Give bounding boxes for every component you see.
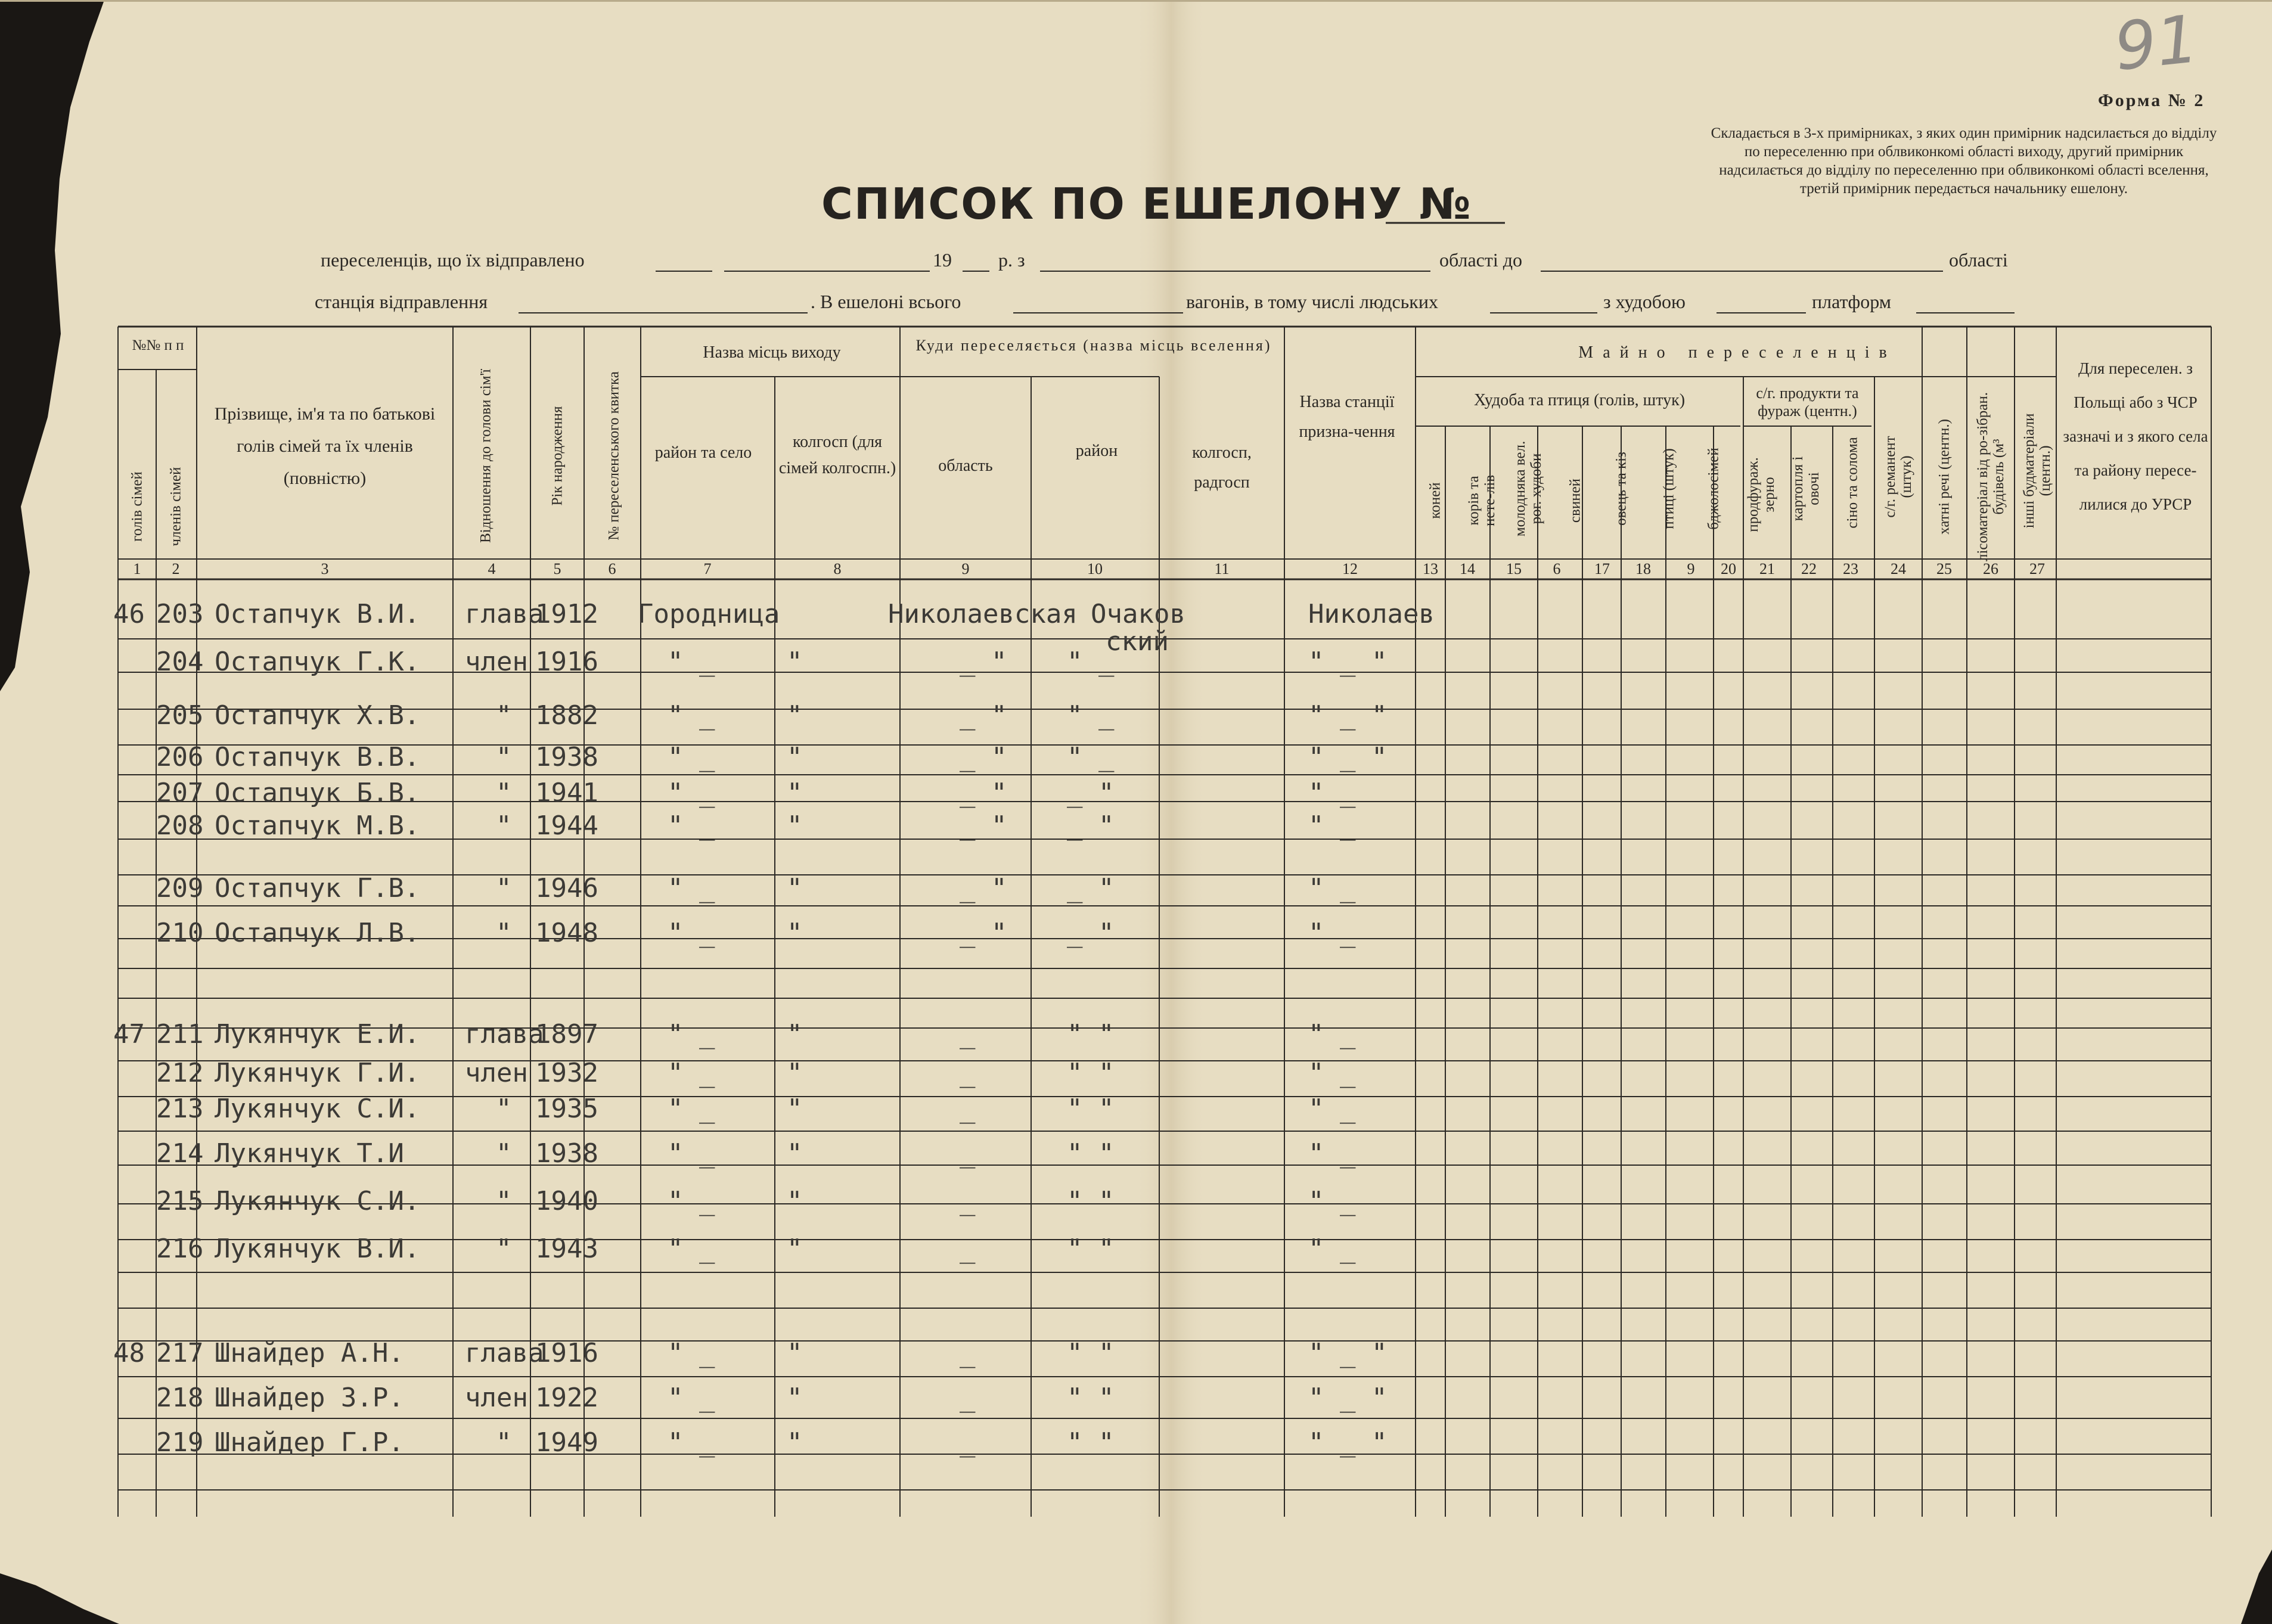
cell-station: " _ bbox=[1308, 1234, 1356, 1264]
cell-relation: глава bbox=[465, 1338, 544, 1368]
cell-member-number: 219 bbox=[156, 1427, 204, 1458]
cell-dest-oblast: _ " bbox=[960, 778, 1007, 808]
cell-name: Остапчук Х.В. bbox=[215, 700, 420, 731]
cell-relation: глава bbox=[465, 599, 544, 629]
header-nn: №№ п п bbox=[132, 337, 184, 353]
cell-origin-district: " _ bbox=[668, 873, 715, 903]
cell-relation: " bbox=[496, 918, 512, 948]
cell-dest-district: " _ bbox=[1067, 647, 1115, 677]
cell-birth-year: 1922 bbox=[535, 1383, 598, 1413]
cell-origin-district: " _ bbox=[668, 1019, 715, 1049]
cell-member-number: 214 bbox=[156, 1138, 204, 1169]
header-name: Прізвище, ім'я та по батькові голів сімей та їх членів (повністю) bbox=[214, 404, 436, 488]
cell-origin-kolhosp: " bbox=[787, 778, 803, 808]
cell-origin-district: " _ bbox=[668, 700, 715, 731]
header-station: Назва станції призна-чення bbox=[1299, 393, 1395, 441]
cell-dest-district: " " bbox=[1067, 1383, 1115, 1413]
cell-name: Лукянчук Т.И bbox=[215, 1138, 404, 1169]
cell-origin-kolhosp: " bbox=[787, 1234, 803, 1264]
cell-birth-year: 1932 bbox=[535, 1058, 598, 1088]
subtitle-line1-d: області до bbox=[1439, 249, 1523, 271]
cell-dest-oblast: _ " bbox=[960, 811, 1007, 841]
cell-dest-district: " " bbox=[1067, 1427, 1115, 1458]
subtitle-line2-e: платформ bbox=[1812, 291, 1891, 312]
cell-relation: член bbox=[465, 647, 528, 677]
cell-station: " _ " bbox=[1308, 700, 1388, 731]
cell-dest-district: " " bbox=[1067, 1058, 1115, 1088]
cell-origin-district: " _ bbox=[668, 1058, 715, 1088]
cell-head-number: 46 bbox=[113, 599, 145, 629]
cell-station: " _ " bbox=[1308, 1427, 1388, 1458]
cell-member-number: 217 bbox=[156, 1338, 204, 1368]
column-number: 2 bbox=[172, 560, 180, 577]
archive-page-number: 91 bbox=[2110, 1, 2202, 85]
cell-origin-kolhosp: " bbox=[787, 647, 803, 677]
cell-dest-district: " " bbox=[1067, 1019, 1115, 1049]
cell-dest-oblast: _ bbox=[960, 1094, 976, 1124]
cell-member-number: 205 bbox=[156, 700, 204, 731]
cell-dest-district: _ " bbox=[1067, 778, 1115, 808]
cell-member-number: 206 bbox=[156, 742, 204, 772]
cell-station: " _ " bbox=[1308, 1383, 1388, 1413]
cell-origin-district: " _ bbox=[668, 1234, 715, 1264]
cell-relation: " bbox=[496, 1138, 512, 1169]
cell-name: Остапчук Г.К. bbox=[215, 647, 420, 677]
cell-origin-kolhosp: " bbox=[787, 918, 803, 948]
subtitle-line2-d: з худобою bbox=[1603, 291, 1686, 312]
header-grain: продфураж. зерно bbox=[1745, 457, 1777, 532]
header-inventory: с/г. реманент (штук) bbox=[1882, 436, 1914, 518]
cell-name: Шнайдер Г.Р. bbox=[215, 1427, 404, 1458]
cell-birth-year: 1935 bbox=[535, 1094, 598, 1124]
cell-member-number: 216 bbox=[156, 1234, 204, 1264]
column-number: 12 bbox=[1342, 560, 1358, 577]
cell-origin-district: " _ bbox=[668, 1094, 715, 1124]
header-dest-oblast: область bbox=[938, 457, 993, 475]
column-number: 27 bbox=[2029, 560, 2045, 577]
cell-origin-district: " _ bbox=[668, 1138, 715, 1169]
subtitle-line1-b: 19 bbox=[933, 249, 952, 271]
cell-origin-kolhosp: " bbox=[787, 700, 803, 731]
cell-origin-district: " _ bbox=[668, 918, 715, 948]
cell-relation: " bbox=[496, 700, 512, 731]
column-number: 9 bbox=[961, 560, 970, 577]
header-dest: Куди переселяється (назва місць вселення) bbox=[915, 337, 1272, 354]
cell-station: " _ bbox=[1308, 1058, 1356, 1088]
cell-birth-year: 1897 bbox=[535, 1019, 598, 1049]
cell-origin-district: " _ bbox=[668, 811, 715, 841]
cell-origin-district: " _ bbox=[668, 1383, 715, 1413]
cell-relation: член bbox=[465, 1383, 528, 1413]
cell-dest-district: " " bbox=[1067, 1338, 1115, 1368]
cell-origin-district: " _ bbox=[668, 742, 715, 772]
header-members: членів сімей bbox=[167, 467, 184, 546]
cell-relation: " bbox=[496, 1094, 512, 1124]
cell-station: " _ bbox=[1308, 1019, 1356, 1049]
header-dest-kolhosp: колгосп, радгосп bbox=[1192, 443, 1252, 492]
header-relation: Відношення до голови сім'ї bbox=[477, 368, 494, 544]
cell-dest-oblast: _ bbox=[960, 1019, 976, 1049]
header-horses: коней bbox=[1427, 482, 1444, 519]
column-number: 20 bbox=[1721, 560, 1736, 577]
column-number: 6 bbox=[608, 560, 616, 577]
column-number: 4 bbox=[488, 560, 496, 577]
cell-member-number: 215 bbox=[156, 1186, 204, 1216]
column-number: 8 bbox=[833, 560, 842, 577]
cell-dest-oblast: _ " bbox=[960, 918, 1007, 948]
cell-dest-oblast: _ bbox=[960, 1234, 976, 1264]
cell-birth-year: 1938 bbox=[535, 742, 598, 772]
cell-station: Николаев bbox=[1308, 599, 1435, 629]
subtitle-line1-c: р. з bbox=[998, 249, 1025, 271]
form-number: Форма № 2 bbox=[2098, 91, 2205, 110]
cell-origin-kolhosp: " bbox=[787, 1058, 803, 1088]
cell-station: " _ bbox=[1308, 778, 1356, 808]
cell-member-number: 203 bbox=[156, 599, 204, 629]
column-number: 11 bbox=[1214, 560, 1230, 577]
cell-relation: " bbox=[496, 1186, 512, 1216]
cell-relation: " bbox=[496, 742, 512, 772]
header-young: молодняка вел. рог. худоби bbox=[1512, 440, 1544, 537]
cell-member-number: 213 bbox=[156, 1094, 204, 1124]
cell-origin-kolhosp: " bbox=[787, 873, 803, 903]
cell-origin-district: " _ bbox=[668, 778, 715, 808]
cell-origin-kolhosp: " bbox=[787, 1186, 803, 1216]
cell-dest-district: " " bbox=[1067, 1186, 1115, 1216]
header-origin-district: район та село bbox=[654, 443, 752, 462]
cell-relation: " bbox=[496, 873, 512, 903]
cell-station: " _ bbox=[1308, 1138, 1356, 1169]
cell-relation: " bbox=[496, 811, 512, 841]
cell-dest-district: Очаков bbox=[1091, 599, 1185, 629]
cell-dest-district: _ " bbox=[1067, 918, 1115, 948]
cell-birth-year: 1938 bbox=[535, 1138, 598, 1169]
cell-member-number: 207 bbox=[156, 778, 204, 808]
column-number: 10 bbox=[1087, 560, 1103, 577]
subtitle-line2-a: станція відправлення bbox=[315, 291, 488, 312]
cell-member-number: 208 bbox=[156, 811, 204, 841]
cell-dest-oblast: _ " bbox=[960, 700, 1007, 731]
header-poland-note: Для переселен. з Польщі або з ЧСР зазначі и з якого села та району пересе-лилися до УРСР bbox=[2063, 359, 2208, 513]
column-number: 1 bbox=[133, 560, 141, 577]
cell-origin-kolhosp: " bbox=[787, 742, 803, 772]
cell-origin-kolhosp: " bbox=[787, 1094, 803, 1124]
header-hay: сіно та солома bbox=[1844, 437, 1861, 529]
cell-birth-year: 1949 bbox=[535, 1427, 598, 1458]
cell-name: Остапчук В.В. bbox=[215, 742, 420, 772]
subtitle-line1-e: області bbox=[1949, 249, 2008, 271]
cell-origin-kolhosp: " bbox=[787, 1383, 803, 1413]
cell-member-number: 210 bbox=[156, 918, 204, 948]
cell-origin-district: " _ bbox=[668, 1186, 715, 1216]
cell-dest-oblast: _ " bbox=[960, 647, 1007, 677]
cell-relation: " bbox=[496, 1234, 512, 1264]
cell-dest-district: _ " bbox=[1067, 873, 1115, 903]
cell-member-number: 212 bbox=[156, 1058, 204, 1088]
cell-member-number: 209 bbox=[156, 873, 204, 903]
header-dest-district: район bbox=[1075, 442, 1118, 460]
column-number: 21 bbox=[1759, 560, 1775, 577]
cell-station: " _ " bbox=[1308, 1338, 1388, 1368]
cell-member-number: 204 bbox=[156, 647, 204, 677]
cell-station: " _ bbox=[1308, 873, 1356, 903]
column-number: 22 bbox=[1801, 560, 1817, 577]
header-birth-year: Рік народження bbox=[549, 406, 566, 506]
cell-station: " _ bbox=[1308, 1094, 1356, 1124]
cell-origin-kolhosp: " bbox=[787, 1338, 803, 1368]
cell-origin-kolhosp: " bbox=[787, 1019, 803, 1049]
cell-birth-year: 1882 bbox=[535, 700, 598, 731]
header-timber: лісоматеріал від ро-зібран. будівель (м³ bbox=[1975, 392, 2007, 561]
header-household: хатні речі (центн.) bbox=[1936, 419, 1953, 535]
header-ticket: № переселенського квитка bbox=[606, 371, 622, 541]
cell-name: Остапчук Г.В. bbox=[215, 873, 420, 903]
cell-member-number: 211 bbox=[156, 1019, 204, 1049]
cell-birth-year: 1948 bbox=[535, 918, 598, 948]
column-number: 17 bbox=[1594, 560, 1610, 577]
page-title: СПИСОК ПО ЕШЕЛОНУ № bbox=[821, 179, 1472, 229]
cell-name: Шнайдер З.Р. bbox=[215, 1383, 404, 1413]
cell-name: Остапчук В.И. bbox=[215, 599, 420, 629]
cell-origin-kolhosp: " bbox=[787, 1427, 803, 1458]
cell-name: Шнайдер А.Н. bbox=[215, 1338, 404, 1368]
cell-origin-kolhosp: " bbox=[787, 1138, 803, 1169]
column-number: 15 bbox=[1506, 560, 1522, 577]
cell-name: Лукянчук Г.И. bbox=[215, 1058, 420, 1088]
header-bees: бджолосімей bbox=[1705, 448, 1722, 530]
cell-station: " _ " bbox=[1308, 742, 1388, 772]
cell-station: " _ bbox=[1308, 918, 1356, 948]
column-number: 5 bbox=[553, 560, 561, 577]
cell-name: Остапчук Л.В. bbox=[215, 918, 420, 948]
header-birds: птиці (штук) bbox=[1660, 448, 1677, 529]
cell-head-number: 48 bbox=[113, 1338, 145, 1368]
cell-dest-district: " _ bbox=[1067, 700, 1115, 731]
cell-dest-district: _ " bbox=[1067, 811, 1115, 841]
cell-origin-district: " _ bbox=[668, 647, 715, 677]
column-number: 6 bbox=[1553, 560, 1561, 577]
cell-dest-district: " " bbox=[1067, 1138, 1115, 1169]
cell-birth-year: 1946 bbox=[535, 873, 598, 903]
cell-name: Лукянчук Е.И. bbox=[215, 1019, 420, 1049]
cell-dest-oblast: _ bbox=[960, 1383, 976, 1413]
cell-name: Лукянчук В.И. bbox=[215, 1234, 420, 1264]
header-heads: голів сімей bbox=[129, 471, 145, 542]
column-number: 25 bbox=[1936, 560, 1952, 577]
cell-station: " _ bbox=[1308, 811, 1356, 841]
cell-dest-oblast: _ " bbox=[960, 742, 1007, 772]
header-other-materials: інші будматеріали (центн.) bbox=[2021, 413, 2053, 529]
cell-dest-oblast: _ bbox=[960, 1427, 976, 1458]
cell-birth-year: 1940 bbox=[535, 1186, 598, 1216]
cell-dest-oblast: _ " bbox=[960, 873, 1007, 903]
cell-head-number: 47 bbox=[113, 1019, 145, 1049]
cell-station: " _ " bbox=[1308, 647, 1388, 677]
column-number: 26 bbox=[1983, 560, 1998, 577]
cell-relation: член bbox=[465, 1058, 528, 1088]
cell-origin-district: " _ bbox=[668, 1338, 715, 1368]
cell-origin-district: Городница bbox=[638, 599, 780, 629]
subtitle-line1-a: переселенців, що їх відправлено bbox=[321, 249, 585, 271]
column-number: 18 bbox=[1635, 560, 1651, 577]
header-origin: Назва місць виходу bbox=[703, 343, 841, 362]
cell-relation: глава bbox=[465, 1019, 544, 1049]
column-number: 9 bbox=[1687, 560, 1695, 577]
cell-birth-year: 1944 bbox=[535, 811, 598, 841]
cell-dest-oblast: _ bbox=[960, 1058, 976, 1088]
cell-dest-district-cont: ский bbox=[1106, 626, 1169, 657]
cell-name: Остапчук М.В. bbox=[215, 811, 420, 841]
cell-dest-oblast: Николаевская bbox=[888, 599, 1078, 629]
cell-birth-year: 1941 bbox=[535, 778, 598, 808]
column-number: 7 bbox=[703, 560, 712, 577]
column-number: 24 bbox=[1891, 560, 1906, 577]
header-property: Майно переселенців bbox=[1578, 343, 1897, 362]
cell-dest-district: " _ bbox=[1067, 742, 1115, 772]
cell-relation: " bbox=[496, 1427, 512, 1458]
cell-dest-district: " " bbox=[1067, 1094, 1115, 1124]
header-potatoes: картопля і овочі bbox=[1790, 456, 1822, 521]
header-origin-kolhosp: колгосп (для сімей колгоспн.) bbox=[778, 433, 896, 477]
cell-name: Лукянчук С.И. bbox=[215, 1094, 420, 1124]
cell-relation: " bbox=[496, 778, 512, 808]
header-cows: корів та нете-лів bbox=[1466, 474, 1498, 527]
header-agri: с/г. продукти та фураж (центн.) bbox=[1756, 384, 1859, 420]
cell-origin-district: " _ bbox=[668, 1427, 715, 1458]
cell-birth-year: 1912 bbox=[535, 599, 598, 629]
cell-station: " _ bbox=[1308, 1186, 1356, 1216]
subtitle-line2-b: . В ешелоні всього bbox=[811, 291, 961, 312]
cell-origin-kolhosp: " bbox=[787, 811, 803, 841]
column-number: 23 bbox=[1843, 560, 1858, 577]
cell-name: Лукянчук С.И. bbox=[215, 1186, 420, 1216]
header-pigs: свиней bbox=[1567, 478, 1584, 523]
form-instructions: Складається в 3-х примірниках, з яких один примірник надсилається до відділу по переселенню при облвиконкомі області виходу, другий примірник надсилається до відділу по переселенню при облвиконкомі області вселення, третій примірник передається начальнику ешелону. bbox=[1711, 125, 2217, 197]
cell-name: Остапчук Б.В. bbox=[215, 778, 420, 808]
cell-birth-year: 1916 bbox=[535, 1338, 598, 1368]
cell-dest-oblast: _ bbox=[960, 1138, 976, 1169]
cell-dest-oblast: _ bbox=[960, 1338, 976, 1368]
column-number: 14 bbox=[1460, 560, 1475, 577]
subtitle-line2-c: вагонів, в тому числі людських bbox=[1186, 291, 1438, 312]
cell-member-number: 218 bbox=[156, 1383, 204, 1413]
cell-birth-year: 1943 bbox=[535, 1234, 598, 1264]
cell-dest-district: " " bbox=[1067, 1234, 1115, 1264]
header-livestock: Худоба та птиця (голів, штук) bbox=[1473, 391, 1686, 409]
column-number: 13 bbox=[1423, 560, 1438, 577]
column-number: 3 bbox=[321, 560, 329, 577]
header-sheep: овець та кіз bbox=[1613, 452, 1629, 526]
cell-dest-oblast: _ bbox=[960, 1186, 976, 1216]
cell-birth-year: 1916 bbox=[535, 647, 598, 677]
